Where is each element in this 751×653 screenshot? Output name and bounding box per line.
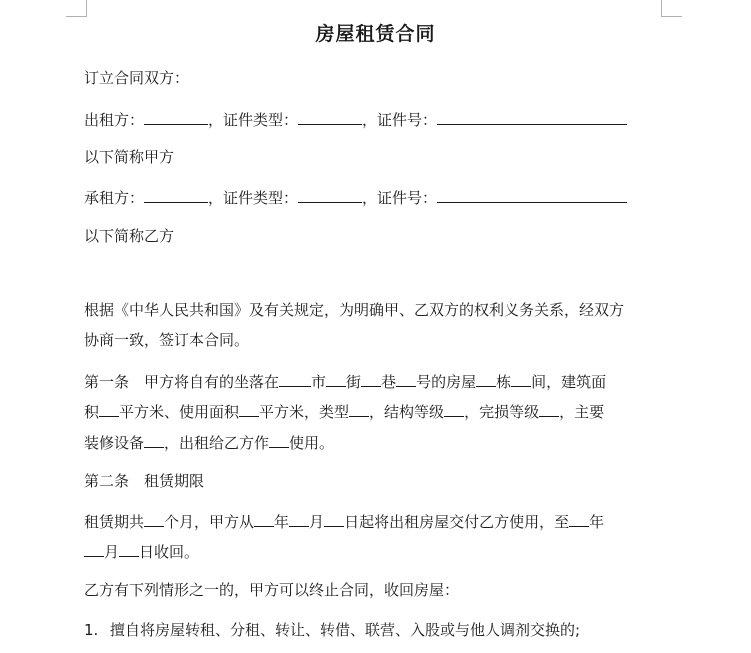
art1-blank-usable-area[interactable]: [239, 400, 259, 417]
intro-line: 订立合同双方：: [84, 69, 190, 87]
list-item: [84, 620, 580, 640]
lessor-label: 出租方：: [84, 111, 145, 129]
art1-text: ，结构等级: [369, 403, 445, 421]
id-type-label: ，证件类型：: [208, 111, 299, 129]
lessor-name-blank[interactable]: [144, 108, 208, 125]
party-a-note: 以下简称甲方: [84, 148, 175, 166]
art1-text: 使用。: [289, 434, 335, 452]
term-text: 年: [589, 513, 605, 531]
term-blank-start-day[interactable]: [324, 510, 344, 527]
term-text: 个月，甲方从: [164, 513, 255, 531]
art1-text: 栋: [496, 373, 512, 391]
art1-text: 装修设备: [84, 434, 145, 452]
art1-text: 号的房屋: [416, 373, 477, 391]
term-text: 月: [309, 513, 325, 531]
term-text: 日起将出租房屋交付乙方使用，至: [344, 513, 570, 531]
term-text: 月: [104, 543, 120, 561]
term-text: 租赁期共: [84, 513, 145, 531]
art1-blank-floor-area[interactable]: [99, 400, 119, 417]
term-line-1: [84, 510, 604, 532]
lessor-id-type-blank[interactable]: [298, 108, 362, 125]
page-corner-mark-right: [661, 0, 682, 17]
article-1-line-2: [84, 400, 604, 422]
document-title: 房屋租赁合同: [315, 23, 436, 45]
art1-text: 平方米、使用面积: [119, 403, 240, 421]
art1-text: 第一条 甲方将自有的坐落在: [84, 373, 280, 391]
art1-blank-usage[interactable]: [269, 431, 289, 448]
list-item-text: 擅自将房屋转租、分租、转让、转借、联营、入股或与他人调剂交换的;: [110, 621, 581, 639]
term-blank-end-day[interactable]: [119, 540, 139, 557]
preamble-line-2: 协商一致，签订本合同。: [84, 331, 250, 349]
art1-text: 巷: [381, 373, 397, 391]
art1-blank-lane[interactable]: [361, 370, 381, 387]
art1-text: ，完损等级: [464, 403, 540, 421]
art1-text: 市: [311, 373, 327, 391]
lessee-id-type-blank[interactable]: [298, 186, 362, 203]
preamble-line-1: 根据《中华人民共和国》及有关规定，为明确甲、乙双方的权利义务关系，经双方: [84, 301, 625, 319]
lessee-label: 承租方：: [84, 189, 145, 207]
art1-text: ，主要: [559, 403, 605, 421]
page-corner-mark-left: [66, 0, 87, 17]
art1-blank-building[interactable]: [476, 370, 496, 387]
article-1-line-1: [84, 370, 606, 392]
art1-blank-rooms[interactable]: [511, 370, 531, 387]
term-text: 日收回。: [139, 543, 200, 561]
term-text: 年: [274, 513, 290, 531]
art1-blank-structure-grade[interactable]: [444, 400, 464, 417]
art1-blank-condition-grade[interactable]: [539, 400, 559, 417]
article-2-title: 第二条 租赁期限: [84, 472, 205, 490]
art1-blank-city[interactable]: [279, 370, 311, 387]
lessor-line: [84, 108, 627, 130]
art1-text: 积: [84, 403, 100, 421]
list-item-number: 1.: [84, 621, 99, 639]
id-type-label: ，证件类型：: [208, 189, 299, 207]
party-b-note: 以下简称乙方: [84, 227, 175, 245]
art1-text: 平方米，类型: [259, 403, 350, 421]
lessee-name-blank[interactable]: [144, 186, 208, 203]
lessee-line: [84, 186, 627, 208]
term-line-2: [84, 540, 199, 562]
term-blank-end-month[interactable]: [84, 540, 104, 557]
lessor-id-no-blank[interactable]: [437, 108, 627, 125]
term-blank-start-month[interactable]: [289, 510, 309, 527]
id-no-label: ，证件号：: [362, 189, 438, 207]
art1-blank-number[interactable]: [396, 370, 416, 387]
term-blank-end-year[interactable]: [569, 510, 589, 527]
article-1-line-3: [84, 431, 334, 453]
art1-blank-type[interactable]: [349, 400, 369, 417]
term-blank-months[interactable]: [144, 510, 164, 527]
art1-text: 街: [346, 373, 362, 391]
art1-blank-equipment[interactable]: [144, 431, 164, 448]
art1-blank-street[interactable]: [326, 370, 346, 387]
art1-text: ，出租给乙方作: [164, 434, 270, 452]
id-no-label: ，证件号：: [362, 111, 438, 129]
termination-intro: 乙方有下列情形之一的，甲方可以终止合同，收回房屋：: [84, 581, 460, 599]
art1-text: 间，建筑面: [531, 373, 607, 391]
lessee-id-no-blank[interactable]: [437, 186, 627, 203]
term-blank-start-year[interactable]: [254, 510, 274, 527]
